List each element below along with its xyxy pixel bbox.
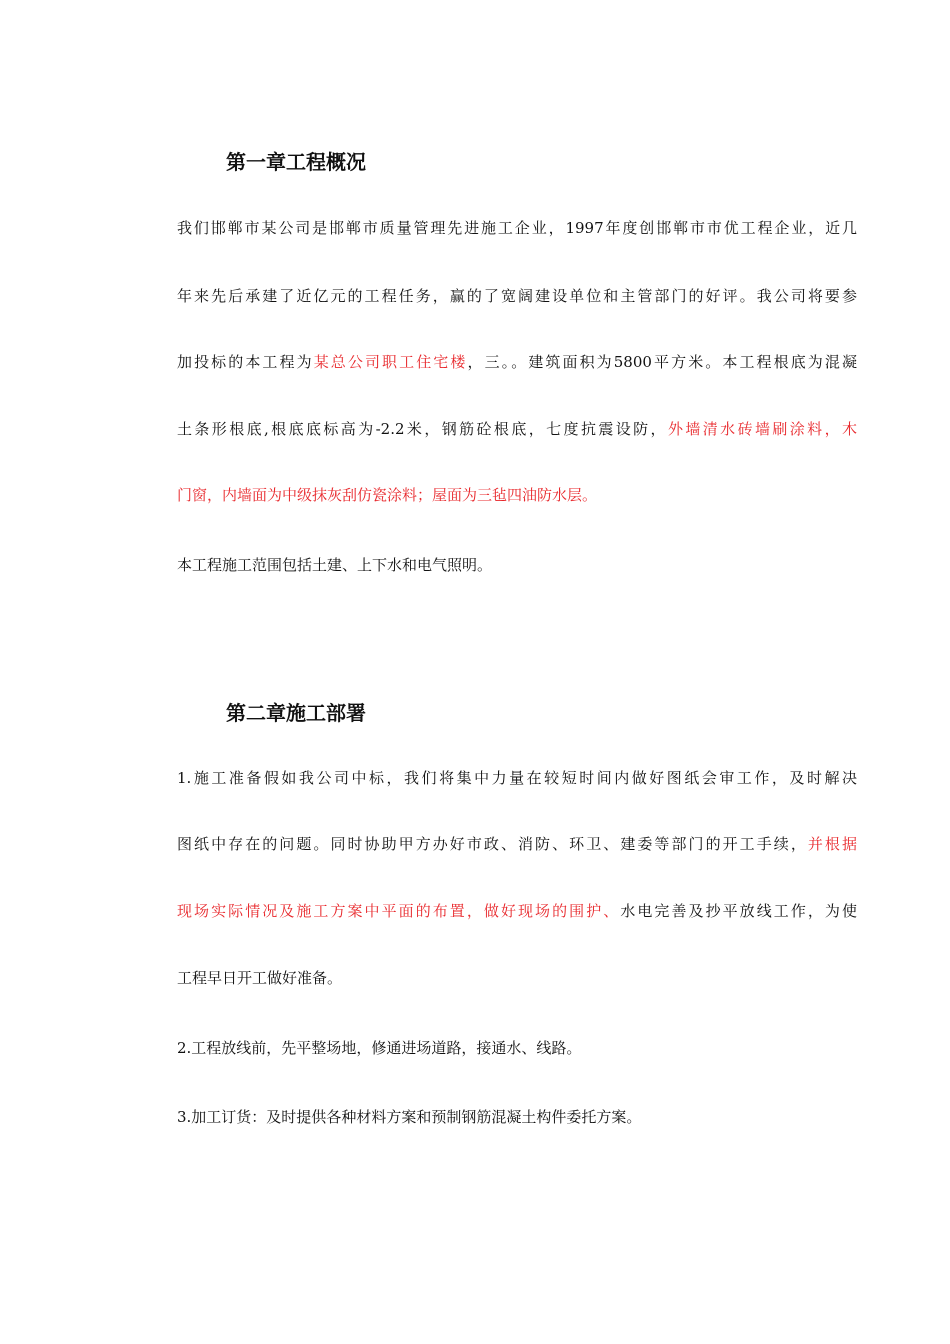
chapter-1-scope-paragraph: 本工程施工范围包括土建、上下水和电气照明。 [177, 556, 493, 574]
chapter-2-item-1-line-2 [177, 834, 857, 854]
text-segment: 加投标的本工程为 [177, 353, 314, 371]
highlighted-text: 并根据 [807, 835, 857, 853]
text-segment: 水电完善及抄平放线工作，为使 [620, 902, 857, 920]
chapter-2-item-2: 2.工程放线前，先平整场地，修通进场道路，接通水、线路。 [177, 1039, 582, 1057]
text-segment: 图纸中存在的问题。同时协助甲方办好市政、消防、环卫、建委等部门的开工手续， [177, 835, 808, 853]
chapter-1-paragraph-line-1: 我们邯郸市某公司是邯郸市质量管理先进施工企业，1997年度创邯郸市市优工程企业，近几 [177, 219, 857, 237]
highlighted-text: 外墙清水砖墙刷涂料，木 [667, 420, 857, 438]
chapter-2-item-1-line-4: 工程早日开工做好准备。 [177, 969, 343, 987]
text-segment: ，三。。建筑面积为5800平方米。本工程根底为混凝 [467, 353, 857, 371]
chapter-1-paragraph-line-5: 门窗，内墙面为中级抹灰刮仿瓷涂料；屋面为三毡四油防水层。 [177, 486, 598, 504]
chapter-1-title: 第一章工程概况 [226, 150, 366, 174]
text-segment: 土条形根底,根底底标高为-2.2米，钢筋砼根底，七度抗震设防， [177, 420, 668, 438]
chapter-1-paragraph-line-4 [177, 419, 857, 439]
chapter-1-paragraph-line-3 [177, 352, 857, 372]
chapter-2-title: 第二章施工部署 [226, 701, 366, 725]
highlighted-project-name: 某总公司职工住宅楼 [313, 353, 468, 371]
chapter-1-paragraph-line-2: 年来先后承建了近亿元的工程任务，赢的了宽阔建设单位和主管部门的好评。我公司将要参 [177, 287, 857, 305]
chapter-2-item-1-line-3 [177, 901, 857, 921]
chapter-2-item-1-line-1: 1.施工准备假如我公司中标，我们将集中力量在较短时间内做好图纸会审工作，及时解决 [177, 769, 857, 787]
highlighted-text: 现场实际情况及施工方案中平面的布置，做好现场的围护、 [177, 902, 621, 920]
chapter-2-item-3: 3.加工订货：及时提供各种材料方案和预制钢筋混凝土构件委托方案。 [177, 1108, 642, 1126]
